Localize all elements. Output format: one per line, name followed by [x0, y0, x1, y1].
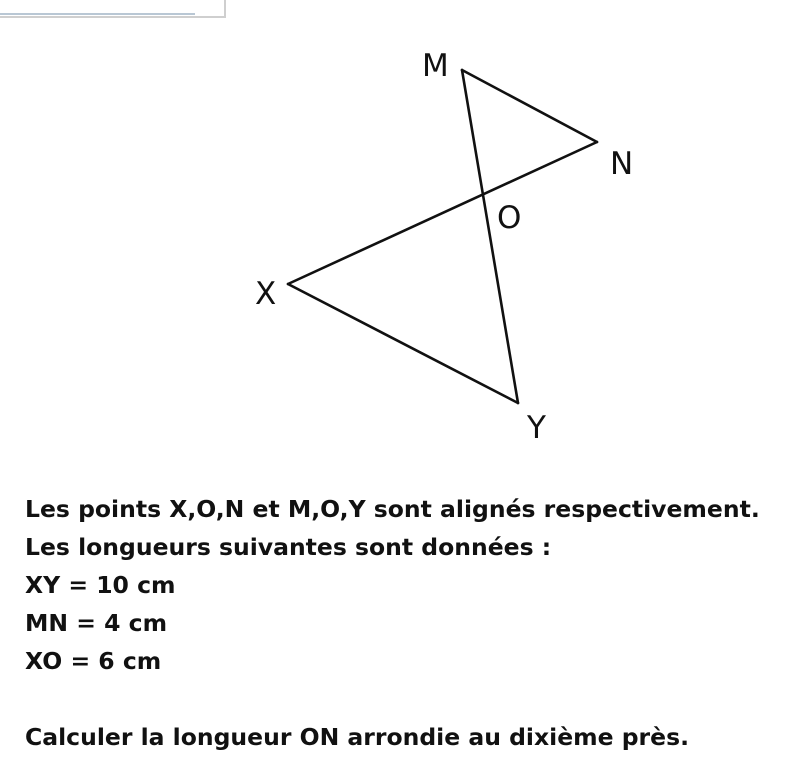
- point-label-m: M: [422, 48, 449, 84]
- segment-xy: [288, 284, 518, 403]
- point-label-y: Y: [527, 410, 546, 446]
- given-mn: MN = 4 cm: [25, 609, 168, 637]
- given-xy: XY = 10 cm: [25, 571, 176, 599]
- figure-labels: [255, 48, 633, 446]
- problem-line-given-intro: Les longueurs suivantes sont données :: [25, 533, 552, 561]
- problem-question: Calculer la longueur ON arrondie au dixième près.: [25, 723, 690, 751]
- point-label-x: X: [255, 276, 277, 312]
- segment-my: [462, 70, 518, 403]
- problem-line-alignment: Les points X,O,N et M,O,Y sont alignés respectivement.: [25, 495, 760, 523]
- figure-segments: [288, 70, 597, 403]
- problem-statement: [25, 490, 795, 756]
- given-xo: XO = 6 cm: [25, 647, 162, 675]
- point-label-n: N: [610, 146, 634, 182]
- point-label-o: O: [497, 200, 522, 236]
- segment-xn: [288, 142, 597, 284]
- spacer: [25, 680, 795, 718]
- segment-mn: [462, 70, 597, 142]
